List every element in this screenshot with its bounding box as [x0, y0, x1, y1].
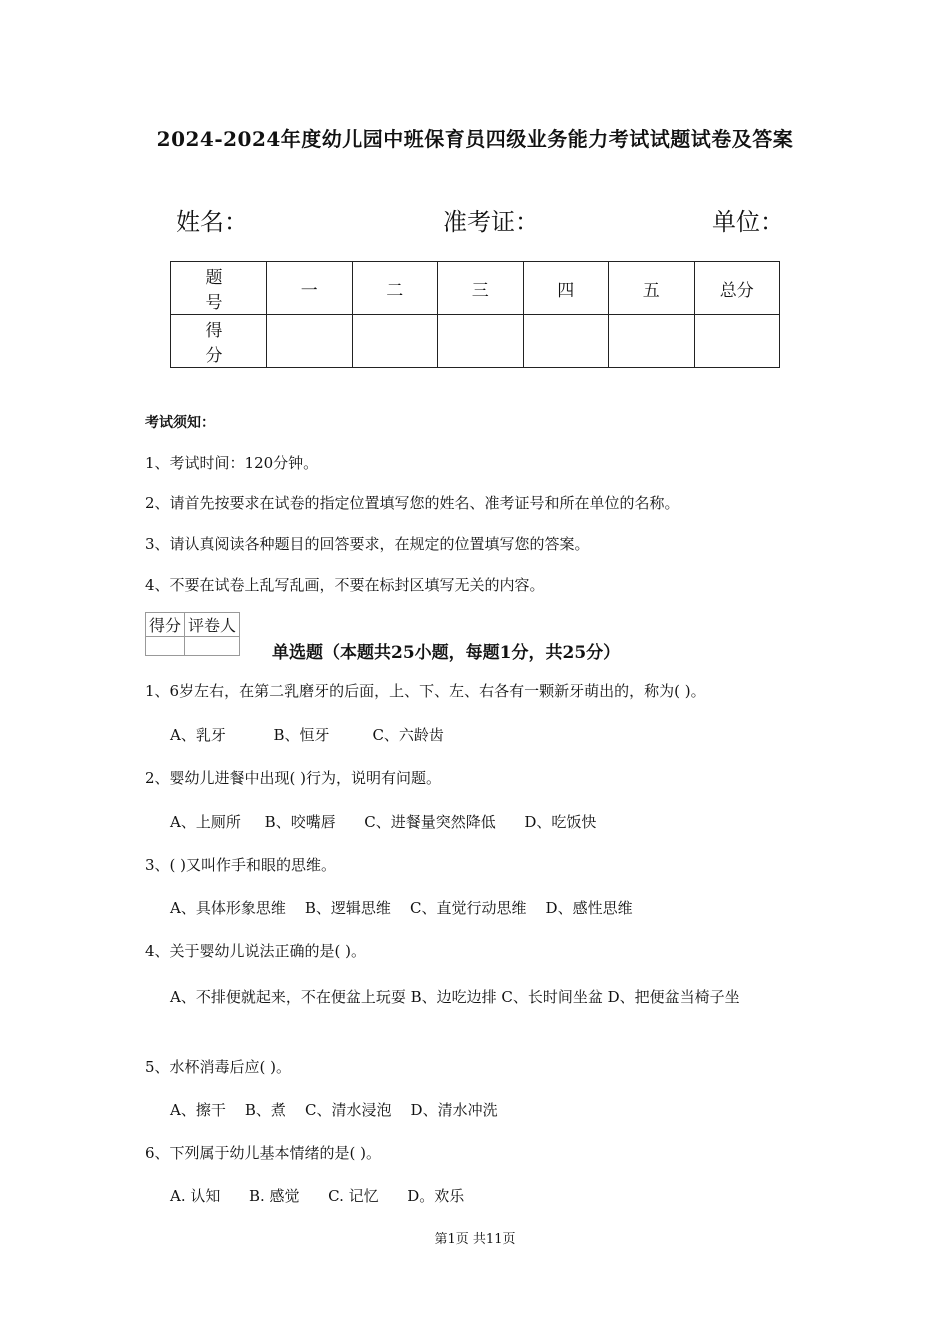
question-options: A、乳牙 B、恒牙 C、六龄齿	[170, 726, 444, 744]
score-cell	[523, 315, 609, 368]
question-number-label: 题 号	[171, 262, 267, 315]
question-text: 1、6岁左右，在第二乳磨牙的后面，上、下、左、右各有一颗新牙萌出的，称为( )。	[145, 682, 706, 700]
grader-score-label: 得分	[146, 613, 185, 637]
question-text: 5、水杯消毒后应( )。	[145, 1058, 292, 1076]
question-options: A、擦干 B、煮 C、清水浸泡 D、清水冲洗	[170, 1101, 498, 1119]
question-options: A. 认知 B. 感觉 C. 记忆 D。欢乐	[170, 1187, 465, 1205]
grader-score-cell	[146, 637, 185, 656]
score-row-label: 得 分	[171, 315, 267, 368]
section-1-header: 一	[267, 262, 353, 315]
section-5-header: 五	[609, 262, 695, 315]
total-header: 总分	[694, 262, 780, 315]
score-table-score-row	[171, 315, 780, 368]
section-4-header: 四	[523, 262, 609, 315]
exam-note-item: 1、考试时间：120分钟。	[145, 454, 319, 472]
question-options: A、具体形象思维 B、逻辑思维 C、直觉行动思维 D、感性思维	[170, 899, 633, 917]
grader-reviewer-label: 评卷人	[185, 613, 240, 637]
exam-note-item: 2、请首先按要求在试卷的指定位置填写您的姓名、准考证号和所在单位的名称。	[145, 494, 680, 512]
section-3-header: 三	[438, 262, 524, 315]
score-cell	[352, 315, 438, 368]
score-cell	[267, 315, 353, 368]
page-footer: 第1页 共11页	[434, 1232, 516, 1247]
exam-notes-title: 考试须知：	[145, 415, 215, 431]
grader-blank-row	[146, 637, 240, 656]
question-text: 3、( )又叫作手和眼的思维。	[145, 856, 337, 874]
score-cell	[609, 315, 695, 368]
score-cell	[438, 315, 524, 368]
grader-reviewer-cell	[185, 637, 240, 656]
exam-note-item: 3、请认真阅读各种题目的回答要求，在规定的位置填写您的答案。	[145, 535, 590, 553]
section-title: 单选题（本题共25小题，每题1分，共25分）	[272, 643, 621, 663]
exam-note-item: 4、不要在试卷上乱写乱画，不要在标封区填写无关的内容。	[145, 576, 545, 594]
score-table	[170, 261, 780, 368]
name-field-label: 姓名：	[176, 208, 248, 236]
question-options: A、上厕所 B、咬嘴唇 C、进餐量突然降低 D、吃饭快	[170, 813, 597, 831]
score-cell	[694, 315, 780, 368]
question-text: 6、下列属于幼儿基本情绪的是( )。	[145, 1144, 382, 1162]
grader-header-row	[146, 613, 240, 637]
unit-field-label: 单位：	[712, 208, 784, 236]
question-options: A、不排便就起来，不在便盆上玩耍 B、边吃边排 C、长时间坐盆 D、把便盆当椅子坐	[170, 988, 740, 1006]
score-table-header-row	[171, 262, 780, 315]
page-title: 2024-2024年度幼儿园中班保育员四级业务能力考试试题试卷及答案	[156, 127, 794, 151]
question-text: 2、婴幼儿进餐中出现( )行为，说明有问题。	[145, 769, 442, 787]
question-text: 4、关于婴幼儿说法正确的是( )。	[145, 942, 367, 960]
grader-box	[145, 612, 240, 656]
section-2-header: 二	[352, 262, 438, 315]
exam-number-field-label: 准考证：	[443, 208, 539, 236]
